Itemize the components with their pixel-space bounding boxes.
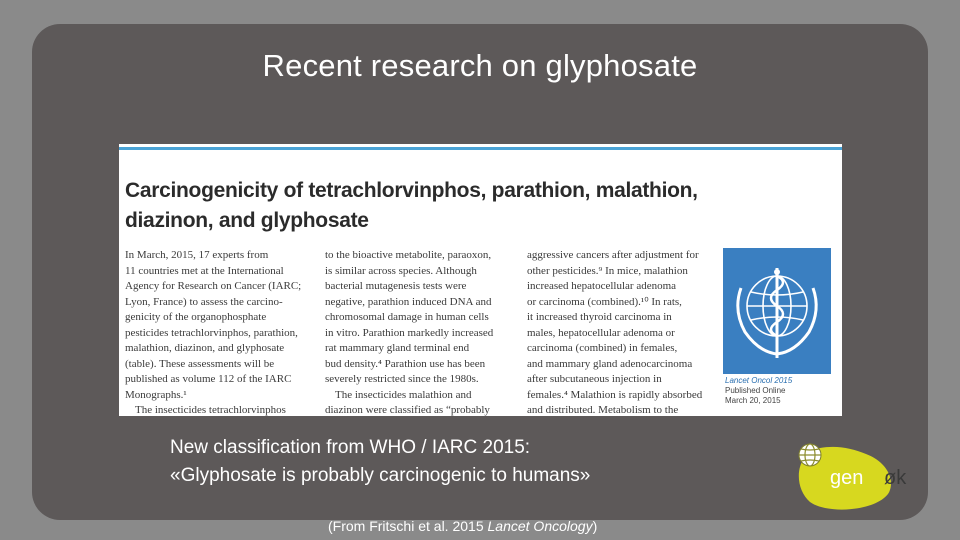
article-text-line: severely restricted since the 1980s. — [325, 373, 479, 385]
article-heading-line-2: diazinon, and glyphosate — [125, 209, 369, 232]
article-text-line: to the bioactive metabolite, paraoxon, — [325, 249, 492, 261]
genok-logo — [792, 442, 922, 512]
article-text-line: chromosomal damage in human cells — [325, 311, 489, 323]
article-text-line: or carcinoma (combined).¹⁰ In rats, — [527, 295, 682, 308]
article-text-line: and distributed. Metabolism to the — [527, 404, 679, 416]
publication-info — [725, 376, 835, 406]
article-text-line: 11 countries met at the International — [125, 264, 284, 277]
article-text-line: bud density.⁴ Parathion use has been — [325, 357, 486, 370]
logo-text-left: gen — [830, 467, 864, 489]
article-text-line: bacterial mutagenesis tests were — [325, 280, 467, 292]
published-label: Published Online — [725, 386, 786, 395]
article-text-line: Agency for Research on Cancer (IARC; — [125, 280, 302, 292]
article-text-line: Lyon, France) to assess the carcino- — [125, 295, 283, 308]
article-text-line: males, hepatocellular adenoma or — [527, 326, 675, 339]
caption-line-1: New classification from WHO / IARC 2015: — [170, 437, 531, 458]
article-clipping — [119, 144, 842, 416]
article-text-line: increased hepatocellular adenoma — [527, 280, 677, 292]
journal-citation: Lancet Oncol 2015 — [725, 376, 793, 385]
classification-caption — [170, 434, 810, 490]
who-emblem-icon — [723, 248, 831, 374]
published-date: March 20, 2015 — [725, 396, 781, 405]
article-text-line: (table). These assessments will be — [125, 357, 275, 370]
article-text-line: malathion, diazinon, and glyphosate — [125, 342, 285, 354]
article-text-line: is similar across species. Although — [325, 264, 477, 277]
article-text-line: after subcutaneous injection in — [527, 373, 662, 385]
article-heading — [125, 176, 725, 236]
article-text-line: other pesticides.⁹ In mice, malathion — [527, 264, 688, 277]
article-top-rule — [119, 147, 842, 150]
article-text-line: genicity of the organophosphate — [125, 311, 267, 323]
article-text-line: and mammary gland adenocarcinoma — [527, 357, 693, 370]
article-text-line: diazinon were classified as “probably — [325, 404, 490, 416]
slide-title: Recent research on glyphosate — [262, 48, 698, 83]
source-journal: Lancet Oncology — [487, 518, 593, 534]
article-text-line: aggressive cancers after adjustment for — [527, 249, 699, 261]
article-text-line: in vitro. Parathion markedly increased — [325, 326, 494, 339]
logo-text-right: øk — [884, 467, 907, 489]
globe-icon — [799, 444, 821, 466]
article-text-line: carcinoma (combined) in females, — [527, 342, 678, 354]
article-heading-line-1: Carcinogenicity of tetrachlorvinphos, parathion, malathion, — [125, 179, 698, 202]
article-text-line: females.⁴ Malathion is rapidly absorbed — [527, 388, 703, 401]
article-text-line: pesticides tetrachlorvinphos, parathion, — [125, 326, 298, 339]
article-text-line: published as volume 112 of the IARC — [125, 373, 292, 385]
source-credit — [328, 518, 597, 534]
article-text-line: negative, parathion induced DNA and — [325, 295, 492, 308]
article-column-1 — [125, 248, 311, 416]
article-text-line: In March, 2015, 17 experts from — [125, 249, 269, 261]
article-column-2 — [325, 248, 513, 416]
article-text-line: The insecticides tetrachlorvinphos — [135, 404, 286, 416]
article-text-line: rat mammary gland terminal end — [325, 342, 470, 354]
caption-line-2: «Glyphosate is probably carcinogenic to humans» — [170, 465, 591, 486]
article-text-line: it increased thyroid carcinoma in — [527, 311, 672, 323]
article-text-line: Monographs.¹ — [125, 388, 187, 401]
source-prefix: (From Fritschi et al. 2015 — [328, 518, 488, 534]
article-text-line: The insecticides malathion and — [335, 388, 472, 401]
source-suffix: ) — [592, 518, 598, 534]
article-column-3 — [527, 248, 715, 416]
